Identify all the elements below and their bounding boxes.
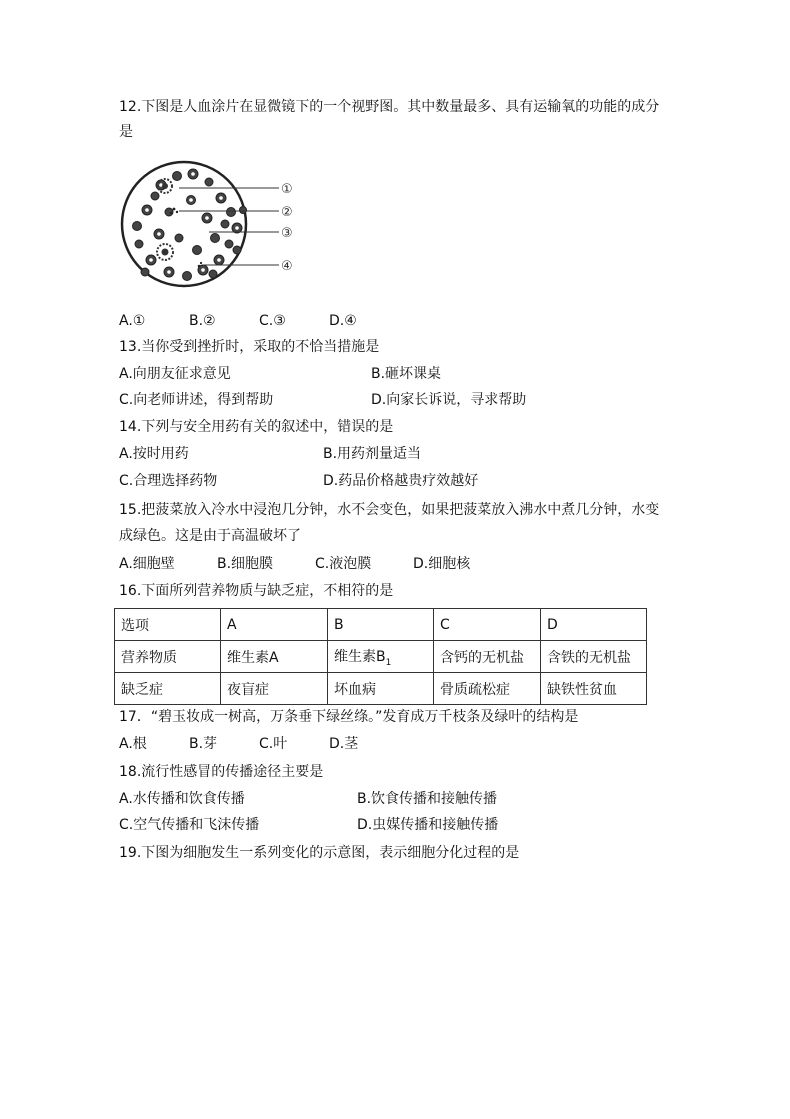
q19-stem: 19.下图为细胞发生一系列变化的示意图，表示细胞分化过程的是 <box>119 845 520 861</box>
q14-option-d[interactable]: D.药品价格越贵疗效越好 <box>323 473 479 489</box>
q15-option-b[interactable]: B.细胞膜 <box>217 556 274 572</box>
table-cell: 含钙的无机盐 <box>434 641 541 673</box>
figure-label-2: ② <box>281 205 293 220</box>
table-row <box>115 673 647 705</box>
q17-stem: 17．“碧玉妆成一树高，万条垂下绿丝绦。”发育成万千枝条及绿叶的结构是 <box>119 709 579 725</box>
table-cell: A <box>221 609 328 641</box>
q14-option-a[interactable]: A.按时用药 <box>119 446 189 462</box>
q13-option-b[interactable]: B.砸坏课桌 <box>371 366 442 382</box>
table-cell: D <box>541 609 647 641</box>
q13-stem: 13.当你受到挫折时，采取的不恰当措施是 <box>119 339 380 355</box>
q18-option-c[interactable]: C.空气传播和飞沫传播 <box>119 817 260 833</box>
q17-option-c[interactable]: C.叶 <box>259 736 288 752</box>
table-cell: 含铁的无机盐 <box>541 641 647 673</box>
q15-option-a[interactable]: A.细胞壁 <box>119 556 175 572</box>
q12-option-a[interactable]: A.① <box>119 313 146 329</box>
table-cell: 夜盲症 <box>221 673 328 705</box>
q18-option-b[interactable]: B.饮食传播和接触传播 <box>357 791 498 807</box>
table-row <box>115 609 647 641</box>
q18-option-d[interactable]: D.虫媒传播和接触传播 <box>357 817 499 833</box>
table-cell: 维生素A <box>221 641 328 673</box>
q17-option-d[interactable]: D.茎 <box>329 736 359 752</box>
table-cell: C <box>434 609 541 641</box>
q14-option-b[interactable]: B.用药剂量适当 <box>323 446 422 462</box>
q13-option-d[interactable]: D.向家长诉说，寻求帮助 <box>371 392 527 408</box>
table-cell: 营养物质 <box>115 641 221 673</box>
q12-option-c[interactable]: C.③ <box>259 313 286 329</box>
vitamin-b-text: 维生素B <box>334 648 386 665</box>
table-cell-vitamin-b1 <box>328 641 434 673</box>
figure-label-1: ① <box>281 182 293 197</box>
q17-option-a[interactable]: A.根 <box>119 736 147 752</box>
table-cell: 缺乏症 <box>115 673 221 705</box>
q16-stem: 16.下面所列营养物质与缺乏症，不相符的是 <box>119 583 394 599</box>
table-cell: 坏血病 <box>328 673 434 705</box>
blood-smear-figure <box>119 152 309 300</box>
table-cell: 骨质疏松症 <box>434 673 541 705</box>
q12-stem-line1: 12.下图是人血涂片在显微镜下的一个视野图。其中数量最多、具有运输氧的功能的成分 <box>119 99 660 115</box>
q12-stem-line2: 是 <box>119 124 133 140</box>
table-cell: 缺铁性贫血 <box>541 673 647 705</box>
q12-option-d[interactable]: D.④ <box>329 313 357 329</box>
subscript-1: 1 <box>385 657 392 668</box>
figure-label-3: ③ <box>281 226 293 241</box>
q14-option-c[interactable]: C.合理选择药物 <box>119 473 218 489</box>
figure-label-4: ④ <box>281 259 293 274</box>
nutrient-deficiency-table <box>114 608 647 705</box>
q18-stem: 18.流行性感冒的传播途径主要是 <box>119 764 324 780</box>
q18-option-a[interactable]: A.水传播和饮食传播 <box>119 791 245 807</box>
table-cell: 选项 <box>115 609 221 641</box>
q15-option-c[interactable]: C.液泡膜 <box>315 556 372 572</box>
q13-option-a[interactable]: A.向朋友征求意见 <box>119 366 231 382</box>
table-cell: B <box>328 609 434 641</box>
q12-option-b[interactable]: B.② <box>189 313 216 329</box>
q15-option-d[interactable]: D.细胞核 <box>413 556 471 572</box>
table-row <box>115 641 647 673</box>
q15-stem-line2: 成绿色。这是由于高温破坏了 <box>119 528 301 544</box>
q17-option-b[interactable]: B.芽 <box>189 736 218 752</box>
q15-stem-line1: 15.把菠菜放入冷水中浸泡几分钟，水不会变色，如果把菠菜放入沸水中煮几分钟，水变 <box>119 502 660 518</box>
q13-option-c[interactable]: C.向老师讲述，得到帮助 <box>119 392 274 408</box>
q14-stem: 14.下列与安全用药有关的叙述中，错误的是 <box>119 419 394 435</box>
